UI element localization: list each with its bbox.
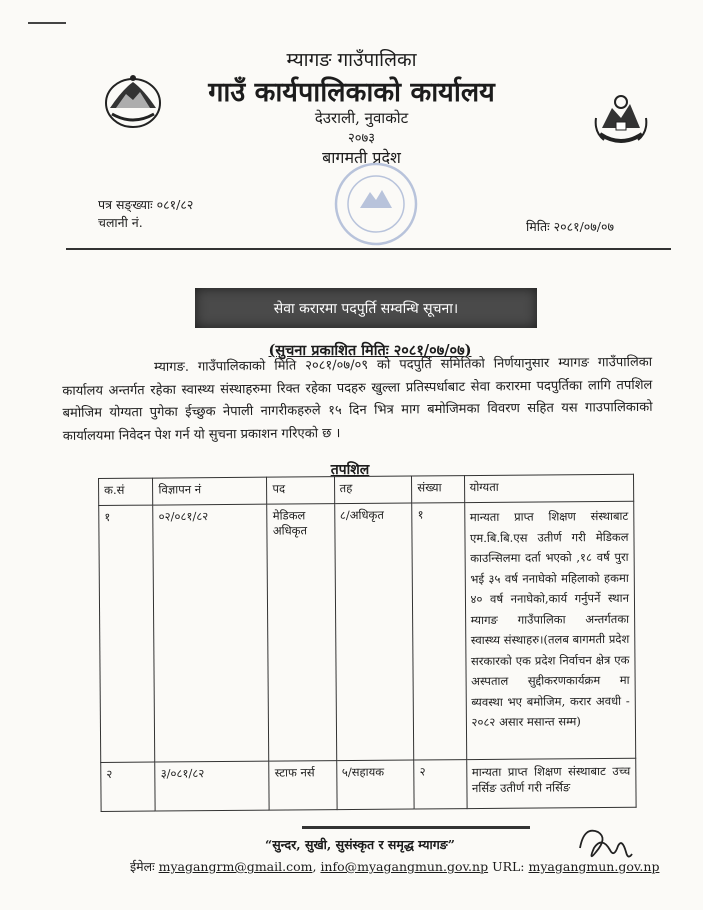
dispatch-number: चलानी नं. [98,215,143,230]
municipality-slogan: “सुन्दर, सुखी, सुसंस्कृत र समृद्ध म्यागङ” [265,837,455,852]
vacancy-table [98,474,637,812]
signature-icon [574,818,636,872]
cell-sn: २ [101,762,156,811]
header-ad-no: विज्ञापन नं [153,477,267,505]
municipality-name: म्यागङ गाउँपालिका [286,49,417,71]
email-separator: , [312,859,317,874]
office-address: देउराली, नुवाकोट [314,109,409,127]
cell-ad-no: ०२/०८१/८२ [153,504,269,762]
header-divider [66,248,671,250]
published-date: (सुचना प्रकाशित मितिः २०८१/०७/०७) [268,342,472,359]
header-qualification: योग्यता [464,474,634,502]
office-stamp-icon [330,158,422,250]
email-label: ईमेलः [130,859,155,874]
cell-post: मेडिकल अधिकृत [267,504,336,762]
notice-body: म्यागङ. गाउँपालिकाको मिति २०८१/०७/०९ को पदपुर्ति समितिको निर्णयानुसार म्यागङ गाउँपालिका कार्यालय अन्तर्गत रहेका स्वास्थ्य संस्थाहरुमा रिक्त रहेका पदहरु खुल्ला प्रतिस्पर्धाबाट सेवा करारमा पदपुर्तिका लागि तपशिल बमोजिम योग्यता पुगेका ईच्छुक नेपाली नागरीकहरुले १५ दिन भित्र माग बमोजिमका विवरण सहित यस गाउपालिकाको कार्यालयमा निवेदन पेश गर्न यो सुचना प्रकाशन गरिएको छ । [62,354,653,444]
details-heading: तपशिल [330,462,370,478]
office-name: गाउँ कार्यपालिकाको कार्यालय [208,77,495,108]
cell-qualification: मान्यता प्राप्त शिक्षण संस्थाबाट एम.बि.बि.एस उतीर्ण गरी मेडिकल काउन्सिलमा दर्ता भएको ,१८ वर्ष पुरा भई ३५ वर्ष ननाघेको महिलाको हकमा ४० वर्ष ननाघेको,कार्य गर्नुपर्ने स्थान म्यागङ गाउँपालिका अन्तर्गतका स्वास्थ्य संस्थाहरु।(तलब बागमती प्रदेश सरकारको एक प्रदेश निर्वाचन क्षेत्र एक अस्पताल सुद्दीकरणकार्यक्रम मा ब्यवस्था भए बमोजिम, करार अवधी - २०८२ असार मसान्त सम्म) [464,501,635,759]
table-row [99,501,636,762]
notice-title-banner [195,288,537,328]
header-post: पद [267,477,334,505]
cell-count: २ [414,760,467,809]
cell-level: ८/अधिकृत [334,503,414,761]
cell-post: स्टाफ नर्स [269,761,337,811]
province-name: बागमती प्रदेश [322,148,401,167]
established-year: २०७३ [347,131,376,146]
letter-number: पत्र सङ्ख्याः ०८१/८२ [98,197,194,212]
email-link-primary[interactable]: myagangrm@gmail.com [158,859,313,874]
header-level: तह [334,476,412,504]
notice-title: सेवा करारमा पदपुर्ति सम्वन्धि सूचना। [273,300,459,317]
cell-qualification: मान्यता प्राप्त शिक्षण संस्थाबाट उच्च नर्सिङ उतीर्ण गरी नर्सिङ [466,758,636,808]
email-link-info[interactable]: info@myagangmun.gov.np [320,859,489,874]
cell-count: १ [412,503,466,760]
header-count: संख्या [412,476,464,503]
cell-sn: १ [99,505,155,762]
cell-level: ५/सहायक [336,760,414,810]
url-label: URL: [492,859,525,874]
header-sn: क.सं [99,478,154,505]
letter-date: मितिः २०८१/०७/०७ [526,219,614,234]
corner-mark [28,22,66,24]
table-row [101,758,636,811]
cell-ad-no: ३/०८१/८२ [155,761,269,811]
footer-divider [302,826,530,829]
website-link[interactable]: myagangmun.gov.np [528,859,660,874]
table-header-row [99,474,634,505]
